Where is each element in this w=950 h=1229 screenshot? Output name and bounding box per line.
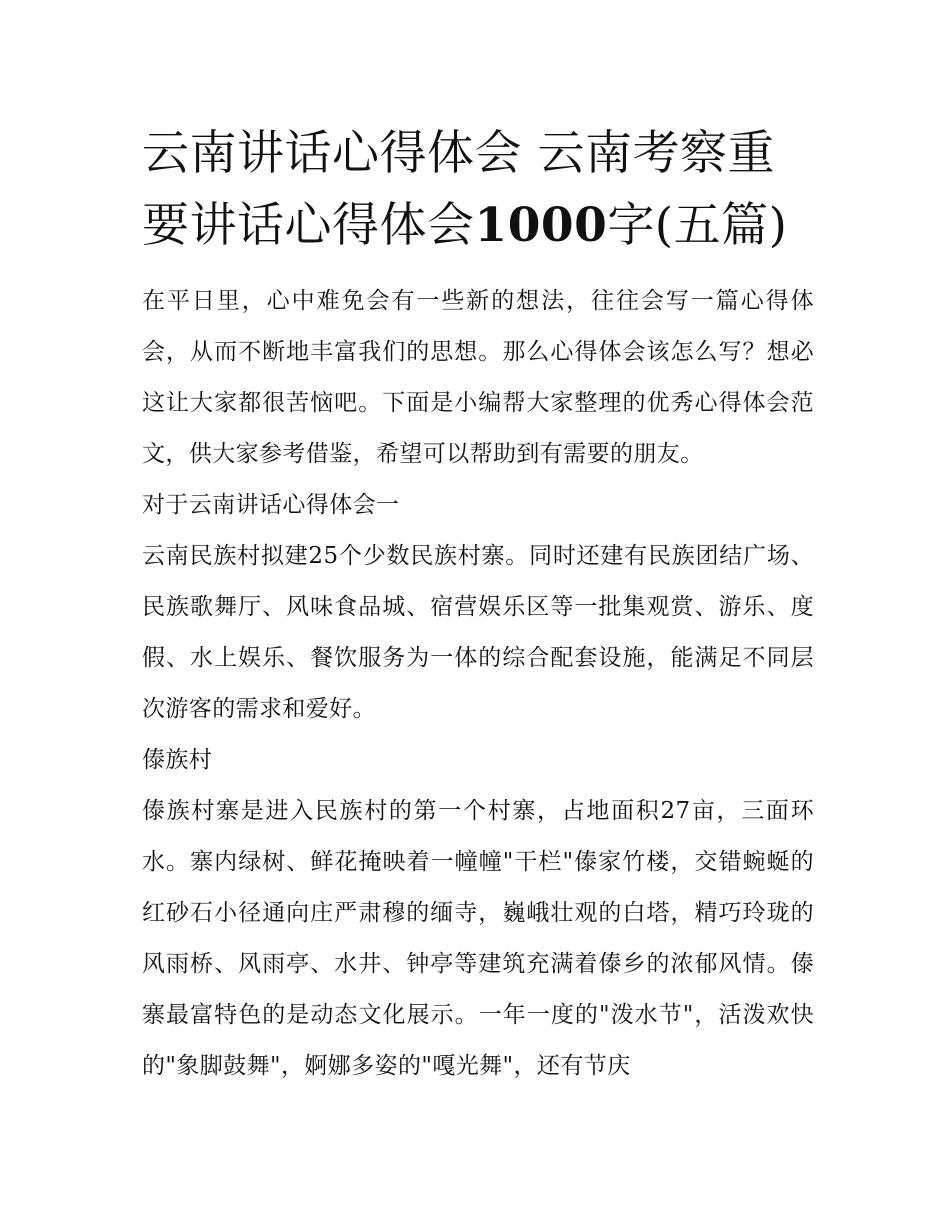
title-number: 1000 xyxy=(474,198,608,253)
document-title xyxy=(142,118,814,262)
section-heading-dai-village: 傣族村 xyxy=(142,747,213,773)
section-heading-one: 对于云南讲话心得体会一 xyxy=(142,492,400,518)
village-overview-paragraph: 云南民族村拟建25个少数民族村寨。同时还建有民族团结广场、民族歌舞厅、风味食品城、宿营娱乐区等一批集观赏、游乐、度假、水上娱乐、餐饮服务为一体的综合配套设施，能满足不同层次游客的需求和爱好。 xyxy=(142,543,814,722)
intro-paragraph: 在平日里，心中难免会有一些新的想法，往往会写一篇心得体会，从而不断地丰富我们的思想。那么心得体会该怎么写？想必这让大家都很苦恼吧。下面是小编帮大家整理的优秀心得体会范文，供大家参考借鉴，希望可以帮助到有需要的朋友。 xyxy=(142,288,814,467)
title-suffix: 字(五篇) xyxy=(607,198,788,253)
document-body xyxy=(142,118,814,1092)
dai-village-paragraph: 傣族村寨是进入民族村的第一个村寨，占地面积27亩，三面环水。寨内绿树、鲜花掩映着一幢幢"干栏"傣家竹楼，交错蜿蜒的红砂石小径通向庄严肃穆的缅寺，巍峨壮观的白塔，精巧玲珑的风雨桥、风雨亭、水井、钟亭等建筑充满着傣乡的浓郁风情。傣寨最富特色的是动态文化展示。一年一度的"泼水节"，活泼欢快的"象脚鼓舞"，婀娜多姿的"嘎光舞"，还有节庆 xyxy=(142,798,814,1079)
title-text: 云南讲话心得体会 云南考察重要讲话心得体会 xyxy=(142,126,775,253)
